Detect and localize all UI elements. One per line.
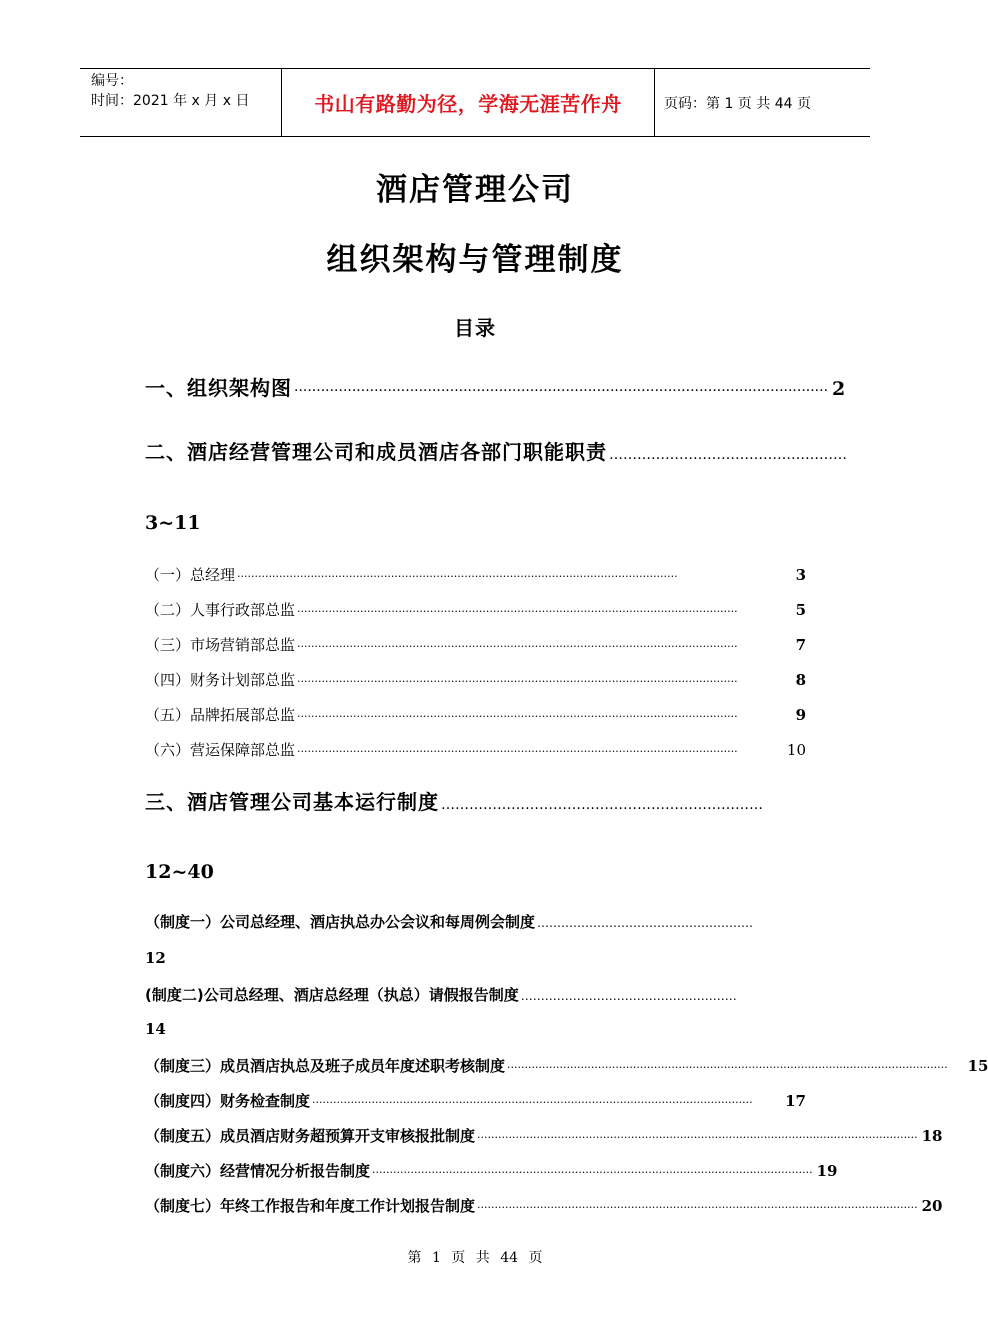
toc-item[interactable] <box>145 1160 838 1181</box>
toc-page-number: 3 <box>795 566 806 584</box>
toc-item-label: （制度七）年终工作报告和年度工作计划报告制度 <box>145 1197 476 1215</box>
toc-leader-dots: ······························································································································ <box>297 745 738 758</box>
toc-item[interactable] <box>145 564 806 585</box>
toc-leader-dots: …………………………………………… <box>609 447 847 463</box>
toc-leader-dots: ……………………………………………… <box>537 916 754 930</box>
toc-page-number: 3~11 <box>145 512 201 534</box>
toc-page-number: 17 <box>785 1092 806 1110</box>
toc-item-label: （六）营运保障部总监 <box>145 741 296 759</box>
toc-leader-dots: ······························································································································ <box>507 1061 948 1074</box>
toc-page-number: 5 <box>795 601 806 619</box>
toc-item[interactable] <box>145 669 806 690</box>
toc-item[interactable] <box>145 911 806 932</box>
header-page-info: 页码：第 1 页 共 44 页 <box>664 95 811 112</box>
toc-page-number: 12~40 <box>145 861 214 883</box>
toc-leader-dots: ······························································································································ <box>477 1201 918 1214</box>
toc-section-label: 二、酒店经营管理公司和成员酒店各部门职能职责 <box>145 440 607 464</box>
doc-title-line1: 酒店管理公司 <box>376 172 574 208</box>
toc-page-number: 10 <box>786 741 806 759</box>
toc-item-label: （二）人事行政部总监 <box>145 601 296 619</box>
toc-leader-dots: ······························································································································ <box>312 1096 753 1109</box>
header-meta <box>80 69 281 136</box>
header-motto: 书山有路勤为径，学海无涯苦作舟 <box>281 69 655 136</box>
toc-page-number: 2 <box>832 378 846 400</box>
toc-item[interactable] <box>145 1125 943 1146</box>
page-header <box>80 68 870 137</box>
toc-item-label: （制度六）经营情况分析报告制度 <box>145 1162 371 1180</box>
toc-item[interactable] <box>145 599 806 620</box>
toc-section-2[interactable] <box>145 436 847 465</box>
header-code: 编号： <box>91 73 133 89</box>
toc-section-3[interactable] <box>145 786 806 815</box>
toc-page-number: 7 <box>795 636 806 654</box>
toc-item[interactable] <box>145 1195 943 1216</box>
toc-page-number: 19 <box>816 1162 838 1180</box>
toc-leader-dots: ······························································································································ <box>297 675 738 688</box>
toc-leader-dots: ……………………………………………… <box>520 989 737 1003</box>
toc-item[interactable] <box>145 634 806 655</box>
toc-leader-dots: ······························································································································ <box>297 710 738 723</box>
toc-item[interactable] <box>145 704 806 725</box>
toc-item-label: （制度一）公司总经理、酒店执总办公会议和每周例会制度 <box>145 913 536 931</box>
toc-section-label: 一、组织架构图 <box>145 376 292 400</box>
toc-leader-dots: ······························································································································ <box>372 1166 813 1179</box>
doc-title-line2: 组织架构与管理制度 <box>326 242 624 278</box>
toc-item-label: （一）总经理 <box>145 566 236 584</box>
toc-leader-dots: ······························································································································ <box>297 640 738 653</box>
toc-heading: 目录 <box>454 316 496 340</box>
page-footer: 第 1 页 共 44 页 <box>407 1250 543 1266</box>
toc-leader-dots: …………………………………………………………… <box>441 797 763 813</box>
toc-item-label: (制度二)公司总经理、酒店总经理（执总）请假报告制度 <box>145 986 519 1004</box>
toc-item-label: （制度三）成员酒店执总及班子成员年度述职考核制度 <box>145 1057 506 1075</box>
toc-page-number: 9 <box>795 706 806 724</box>
toc-item[interactable] <box>145 739 806 760</box>
toc-item-label: （五）品牌拓展部总监 <box>145 706 296 724</box>
toc-item[interactable] <box>145 1090 806 1111</box>
toc-page-number: 15 <box>967 1057 988 1075</box>
toc-item-label: （制度五）成员酒店财务超预算开支审核报批制度 <box>145 1127 476 1145</box>
toc-leader-dots: ······························································································································ <box>477 1131 918 1144</box>
toc-page-number: 18 <box>921 1127 943 1145</box>
toc-page-number: 20 <box>921 1197 943 1215</box>
toc-section-1[interactable] <box>145 372 846 401</box>
toc-item-label: （三）市场营销部总监 <box>145 636 296 654</box>
toc-page-number: 8 <box>795 671 806 689</box>
toc-leader-dots: ························································································································ <box>294 383 829 399</box>
toc-item-label: （制度四）财务检查制度 <box>145 1092 311 1110</box>
toc-item[interactable] <box>145 1055 988 1076</box>
toc-item-label: （四）财务计划部总监 <box>145 671 296 689</box>
header-time: 时间：2021 年 x 月 x 日 <box>91 93 250 109</box>
toc-page-number: 14 <box>145 1020 166 1038</box>
toc-section-label: 三、酒店管理公司基本运行制度 <box>145 790 439 814</box>
toc-item[interactable] <box>145 984 806 1005</box>
toc-leader-dots: ······························································································································ <box>237 570 678 583</box>
toc-leader-dots: ······························································································································ <box>297 605 738 618</box>
toc-page-number: 12 <box>145 949 166 967</box>
